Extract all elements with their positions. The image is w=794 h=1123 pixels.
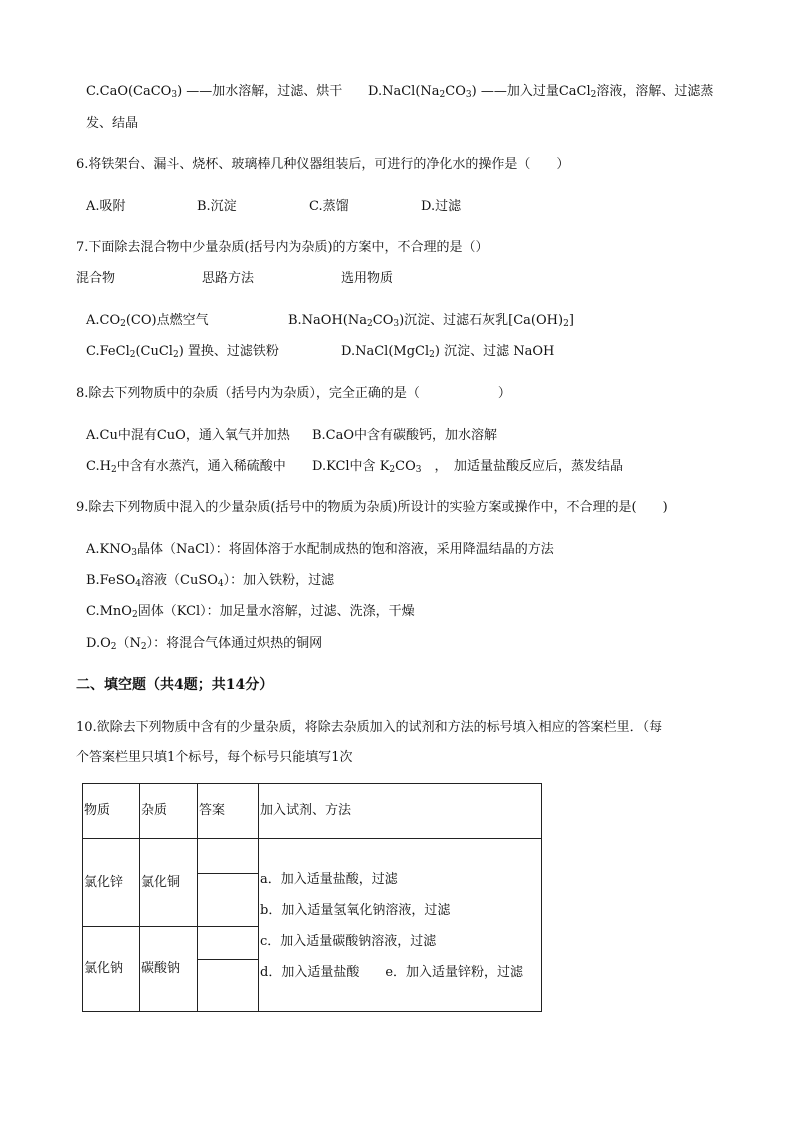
q8-option-d: D.KCl中含 $K_2CO_3$ ， 加适量盐酸反应后，蒸发结晶 <box>312 459 623 475</box>
q10-stem-line2: 个答案栏里只填1个标号，每个标号只能填写1次 <box>76 750 353 765</box>
q6-option-d: D.过滤 <box>421 199 462 214</box>
table-divider <box>197 784 198 1011</box>
table-row-1-impurity: 氯化铜 <box>141 875 181 890</box>
table-row-2-substance: 氯化钠 <box>84 961 124 976</box>
q7-option-b: $B.NaOH(Na_2CO_3)$沉淀、过滤石灰乳$[Ca(OH)_2]$ <box>288 313 574 329</box>
q7-header-method: 思路方法 <box>202 271 255 286</box>
q7-header-substance: 选用物质 <box>341 271 394 286</box>
answer-cell-divider <box>197 873 258 874</box>
q9-option-d: $D.O_2(N_2)$：将混合气体通过炽热的铜网 <box>86 636 323 652</box>
table-header-impurity: 杂质 <box>141 803 168 818</box>
table-divider <box>83 838 541 839</box>
q8-option-b: B.CaO中含有碳酸钙，加水溶解 <box>312 428 498 443</box>
method-option-b: b．加入适量氢氧化钠溶液，过滤 <box>260 903 451 918</box>
q7-option-c: C.FeCl$_2$(CuCl$_2$) 置换、过滤铁粉 <box>86 344 279 360</box>
table-divider <box>83 926 258 927</box>
method-option-a: a．加入适量盐酸，过滤 <box>260 872 398 887</box>
table-header-answer: 答案 <box>199 803 226 818</box>
q7-option-d: D.NaCl(MgCl$_2$) 沉淀、过滤 NaOH <box>341 344 555 360</box>
q6-option-a: A.吸附 <box>86 199 126 214</box>
q5-option-d: $D.NaCl(Na_2CO_3)$ ——加入过量CaCl$_2$溶液，溶解、过滤蒸 <box>368 84 714 100</box>
q8-option-a: A.Cu中混有CuO，通入氧气并加热 <box>86 428 290 443</box>
q9-option-a: $A.KNO_3$晶体（NaCl）：将固体溶于水配制成热的饱和溶液，采用降温结晶的方法 <box>86 542 554 558</box>
q7-header-mixture: 混合物 <box>76 271 116 286</box>
q9-stem: 9.除去下列物质中混入的少量杂质(括号中的物质为杂质)所设计的实验方案或操作中，不合理的是( ) <box>76 500 668 515</box>
method-option-d-e: d．加入适量盐酸 e．加入适量锌粉，过滤 <box>260 965 524 980</box>
table-row-1-substance: 氯化锌 <box>84 875 124 890</box>
answer-table <box>82 783 542 1012</box>
q9-option-b: B.FeSO$_4$溶液（CuSO$_4$）：加入铁粉，过滤 <box>86 573 335 589</box>
q6-stem: 6.将铁架台、漏斗、烧杯、玻璃棒几种仪器组装后，可进行的净化水的操作是（ ） <box>76 157 570 172</box>
q10-stem-line1: 10.欲除去下列物质中含有的少量杂质，将除去杂质加入的试剂和方法的标号填入相应的答案栏里．（每 <box>76 720 663 735</box>
section-title: 二、填空题（共4题；共14分） <box>76 677 274 693</box>
q8-option-c: $C.H_2$中含有水蒸汽，通入稀硫酸中 <box>86 459 286 475</box>
table-divider <box>258 784 259 1011</box>
q7-stem: 7.下面除去混合物中少量杂质(括号内为杂质)的方案中，不合理的是（） <box>76 240 489 255</box>
table-divider <box>139 784 140 1011</box>
q9-option-c: C.MnO$_2$固体（KCl）：加足量水溶解，过滤、洗涤，干燥 <box>86 604 415 620</box>
q7-option-a: $A.CO_2(CO)$点燃空气 <box>86 313 209 329</box>
q8-stem: 8.除去下列物质中的杂质（括号内为杂质），完全正确的是（ ） <box>76 386 511 401</box>
method-option-c: c．加入适量碳酸钠溶液，过滤 <box>260 934 437 949</box>
q6-option-c: C.蒸馏 <box>309 199 349 214</box>
table-header-method: 加入试剂、方法 <box>260 803 352 818</box>
q6-option-b: B.沉淀 <box>197 199 237 214</box>
q5-option-c: C.CaO(CaCO$_3$) ——加水溶解，过滤、烘干 <box>86 84 343 100</box>
table-row-2-impurity: 碳酸钠 <box>141 961 181 976</box>
answer-cell-divider <box>197 959 258 960</box>
q5-option-d-cont: 发、结晶 <box>86 116 139 131</box>
table-header-substance: 物质 <box>84 803 111 818</box>
